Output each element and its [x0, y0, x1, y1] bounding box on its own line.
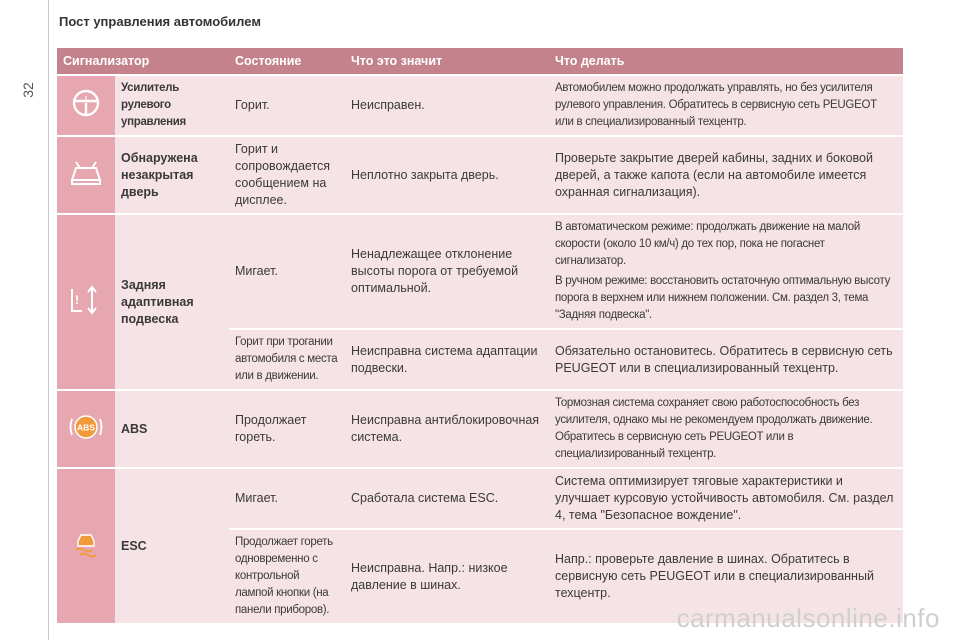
meaning-text: Неисправна. Напр.: низкое давление в шинах.: [345, 530, 549, 623]
table-header-row: [57, 48, 903, 74]
section-title: Пост управления автомобилем: [59, 14, 261, 29]
header-indicator: Сигнализатор: [57, 48, 229, 74]
state-text: Горит.: [229, 76, 345, 135]
indicator-name: Обнаружена незакрытая дверь: [115, 137, 229, 213]
table-row: [57, 76, 903, 135]
state-text: Продолжает гореть.: [229, 391, 345, 467]
state-text: Горит и сопровождается сообщением на дисплее.: [229, 137, 345, 213]
meaning-text: Неисправна антиблокировочная система.: [345, 391, 549, 467]
action-text: Тормозная система сохраняет свою работоспособность без усилителя, однако мы не рекомендуем продолжать движение. Обратитесь в сервисную сеть PEUGEOT или в специализированный техцентр.: [549, 391, 903, 467]
action-text: Система оптимизирует тяговые характеристики и улучшает курсовую устойчивость автомобиля. См. раздел 4, тема "Безопасное вождение".: [549, 469, 903, 528]
header-action: Что делать: [549, 48, 903, 74]
indicator-icon-cell: [57, 215, 115, 389]
warning-lights-table: [57, 46, 903, 625]
meaning-text: Ненадлежащее отклонение высоты порога от требуемой оптимальной.: [345, 215, 549, 328]
table-row: [57, 215, 903, 328]
svg-text:ABS: ABS: [77, 422, 95, 432]
header-state: Состояние: [229, 48, 345, 74]
state-text: Мигает.: [229, 215, 345, 328]
action-text: Автомобилем можно продолжать управлять, но без усилителя рулевого управления. Обратитесь в сервисную сеть PEUGEOT или в специализированный техцентр.: [549, 76, 903, 135]
indicator-icon-cell: [57, 391, 115, 467]
svg-text:!: !: [75, 292, 79, 307]
action-text: Обязательно остановитесь. Обратитесь в сервисную сеть PEUGEOT или в специализированный техцентр.: [549, 330, 903, 389]
rear-suspension-height-icon: [68, 283, 104, 322]
state-text: Продолжает гореть одновременно с контрольной лампой кнопки (на панели приборов).: [229, 530, 345, 623]
table-row: [57, 469, 903, 528]
state-text: Мигает.: [229, 469, 345, 528]
header-meaning: Что это значит: [345, 48, 549, 74]
table-row: [57, 137, 903, 213]
action-text-manual: В ручном режиме: восстановить остаточную оптимальную высоту порога в верхнем или нижнем положении. См. раздел 3, тема "Задняя подвеска".: [555, 275, 891, 321]
action-text: [549, 215, 903, 328]
svg-text:!: !: [84, 95, 88, 104]
meaning-text: Неисправна система адаптации подвески.: [345, 330, 549, 389]
table-row: [57, 391, 903, 467]
state-text: Горит при трогании автомобиля с места или в движении.: [229, 330, 345, 389]
indicator-icon-cell: [57, 469, 115, 623]
action-text-auto: В автоматическом режиме: продолжать движение на малой скорости (около 10 км/ч) до тех пор, пока не погаснет сигнализатор.: [555, 221, 860, 267]
indicator-name: ESC: [115, 469, 229, 623]
meaning-text: Неплотно закрыта дверь.: [345, 137, 549, 213]
site-watermark: carmanualsonline.info: [676, 603, 940, 633]
meaning-text: Неисправен.: [345, 76, 549, 135]
steering-wheel-warning-icon: [69, 88, 103, 123]
action-text: Проверьте закрытие дверей кабины, задних и боковой дверей, а также капота (если на автомобиле имеется охранная сигнализация).: [549, 137, 903, 213]
indicator-name: ABS: [115, 391, 229, 467]
abs-icon: [68, 412, 104, 447]
indicator-icon-cell: [57, 137, 115, 213]
esc-skid-icon: [69, 529, 103, 564]
indicator-name: Усилитель рулевого управления: [115, 76, 229, 135]
indicator-name: Задняя адаптивная подвеска: [115, 215, 229, 389]
indicator-icon-cell: [57, 76, 115, 135]
meaning-text: Сработала система ESC.: [345, 469, 549, 528]
door-open-icon: [68, 158, 104, 193]
page-margin-rule: [48, 0, 49, 640]
action-text: Напр.: проверьте давление в шинах. Обратитесь в сервисную сеть PEUGEOT или в специализированный техцентр.: [549, 530, 903, 623]
page-number: 32: [20, 82, 36, 98]
